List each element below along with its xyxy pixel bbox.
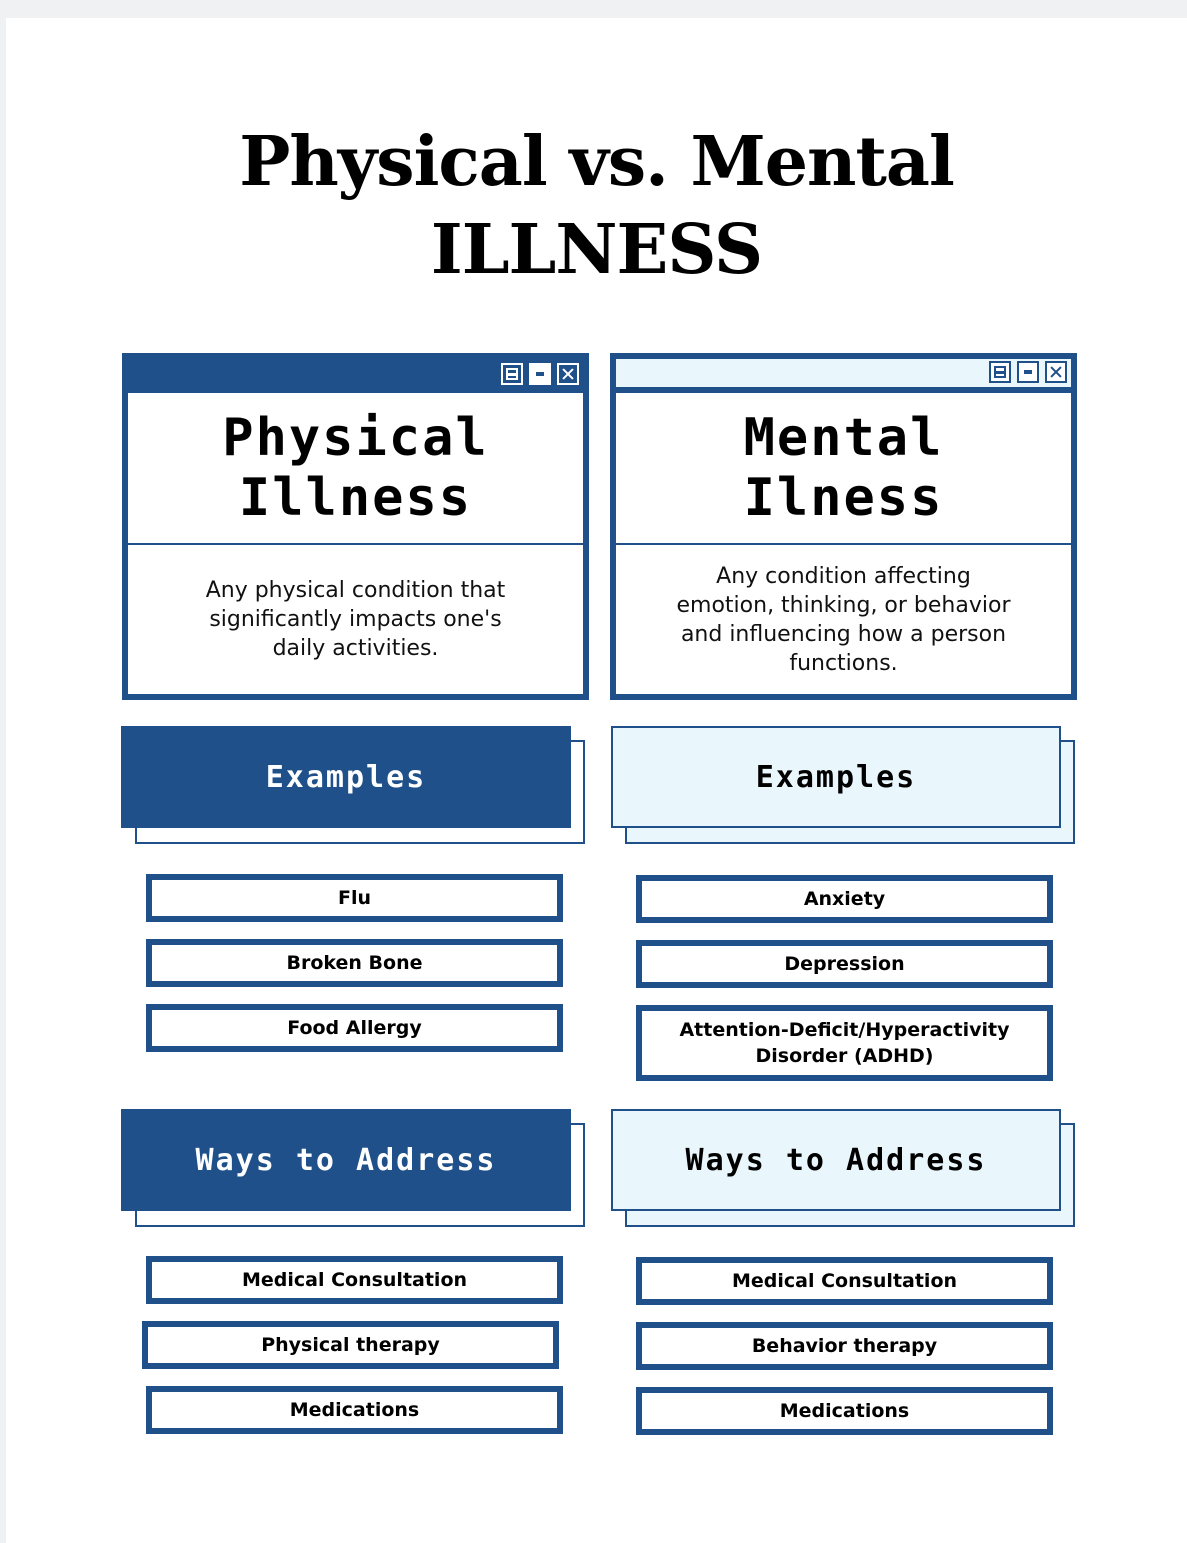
- mental-examples-label: Examples: [611, 726, 1077, 846]
- physical-way-item: Medical Consultation: [146, 1256, 563, 1304]
- mental-example-item: Attention-Deficit/Hyperactivity Disorder (ADHD): [636, 1005, 1053, 1081]
- close-icon: [557, 363, 579, 385]
- mental-heading: [616, 393, 1071, 545]
- mental-way-item: Behavior therapy: [636, 1322, 1053, 1370]
- physical-illness-card: [122, 353, 589, 700]
- minimize-icon: [501, 363, 523, 385]
- mental-way-item: Medical Consultation: [636, 1257, 1053, 1305]
- mental-description: Any condition affecting emotion, thinking, or behavior and influencing how a person functions.: [676, 563, 1011, 676]
- minimize-icon: [989, 361, 1011, 383]
- physical-title-bar: [128, 359, 583, 393]
- maximize-icon: [529, 363, 551, 385]
- maximize-icon: [1017, 361, 1039, 383]
- close-icon: [1045, 361, 1067, 383]
- page-title: [6, 118, 1187, 294]
- mental-example-item: Anxiety: [636, 875, 1053, 923]
- physical-example-item: Flu: [146, 874, 563, 922]
- physical-way-item: Physical therapy: [142, 1321, 559, 1369]
- physical-ways-label: Ways to Address: [121, 1109, 587, 1229]
- physical-example-item: Food Allergy: [146, 1004, 563, 1052]
- title-line-2: ILLNESS: [430, 210, 763, 290]
- mental-ways-label: Ways to Address: [611, 1109, 1077, 1229]
- physical-examples-label: Examples: [121, 726, 587, 846]
- title-line-1: Physical vs. Mental: [239, 122, 954, 202]
- physical-way-item: Medications: [146, 1386, 563, 1434]
- physical-heading-line-1: Physical: [222, 408, 489, 468]
- mental-illness-card: [610, 353, 1077, 700]
- mental-heading-line-2: Ilness: [743, 468, 944, 528]
- mental-heading-line-1: Mental: [743, 408, 944, 468]
- physical-heading-line-2: Illness: [238, 468, 473, 528]
- mental-title-bar: [616, 359, 1071, 393]
- mental-way-item: Medications: [636, 1387, 1053, 1435]
- physical-description: Any physical condition that significantly impacts one's daily activities.: [205, 578, 506, 661]
- mental-example-item: Depression: [636, 940, 1053, 988]
- page: [6, 18, 1187, 1543]
- physical-example-item: Broken Bone: [146, 939, 563, 987]
- physical-heading: [128, 393, 583, 545]
